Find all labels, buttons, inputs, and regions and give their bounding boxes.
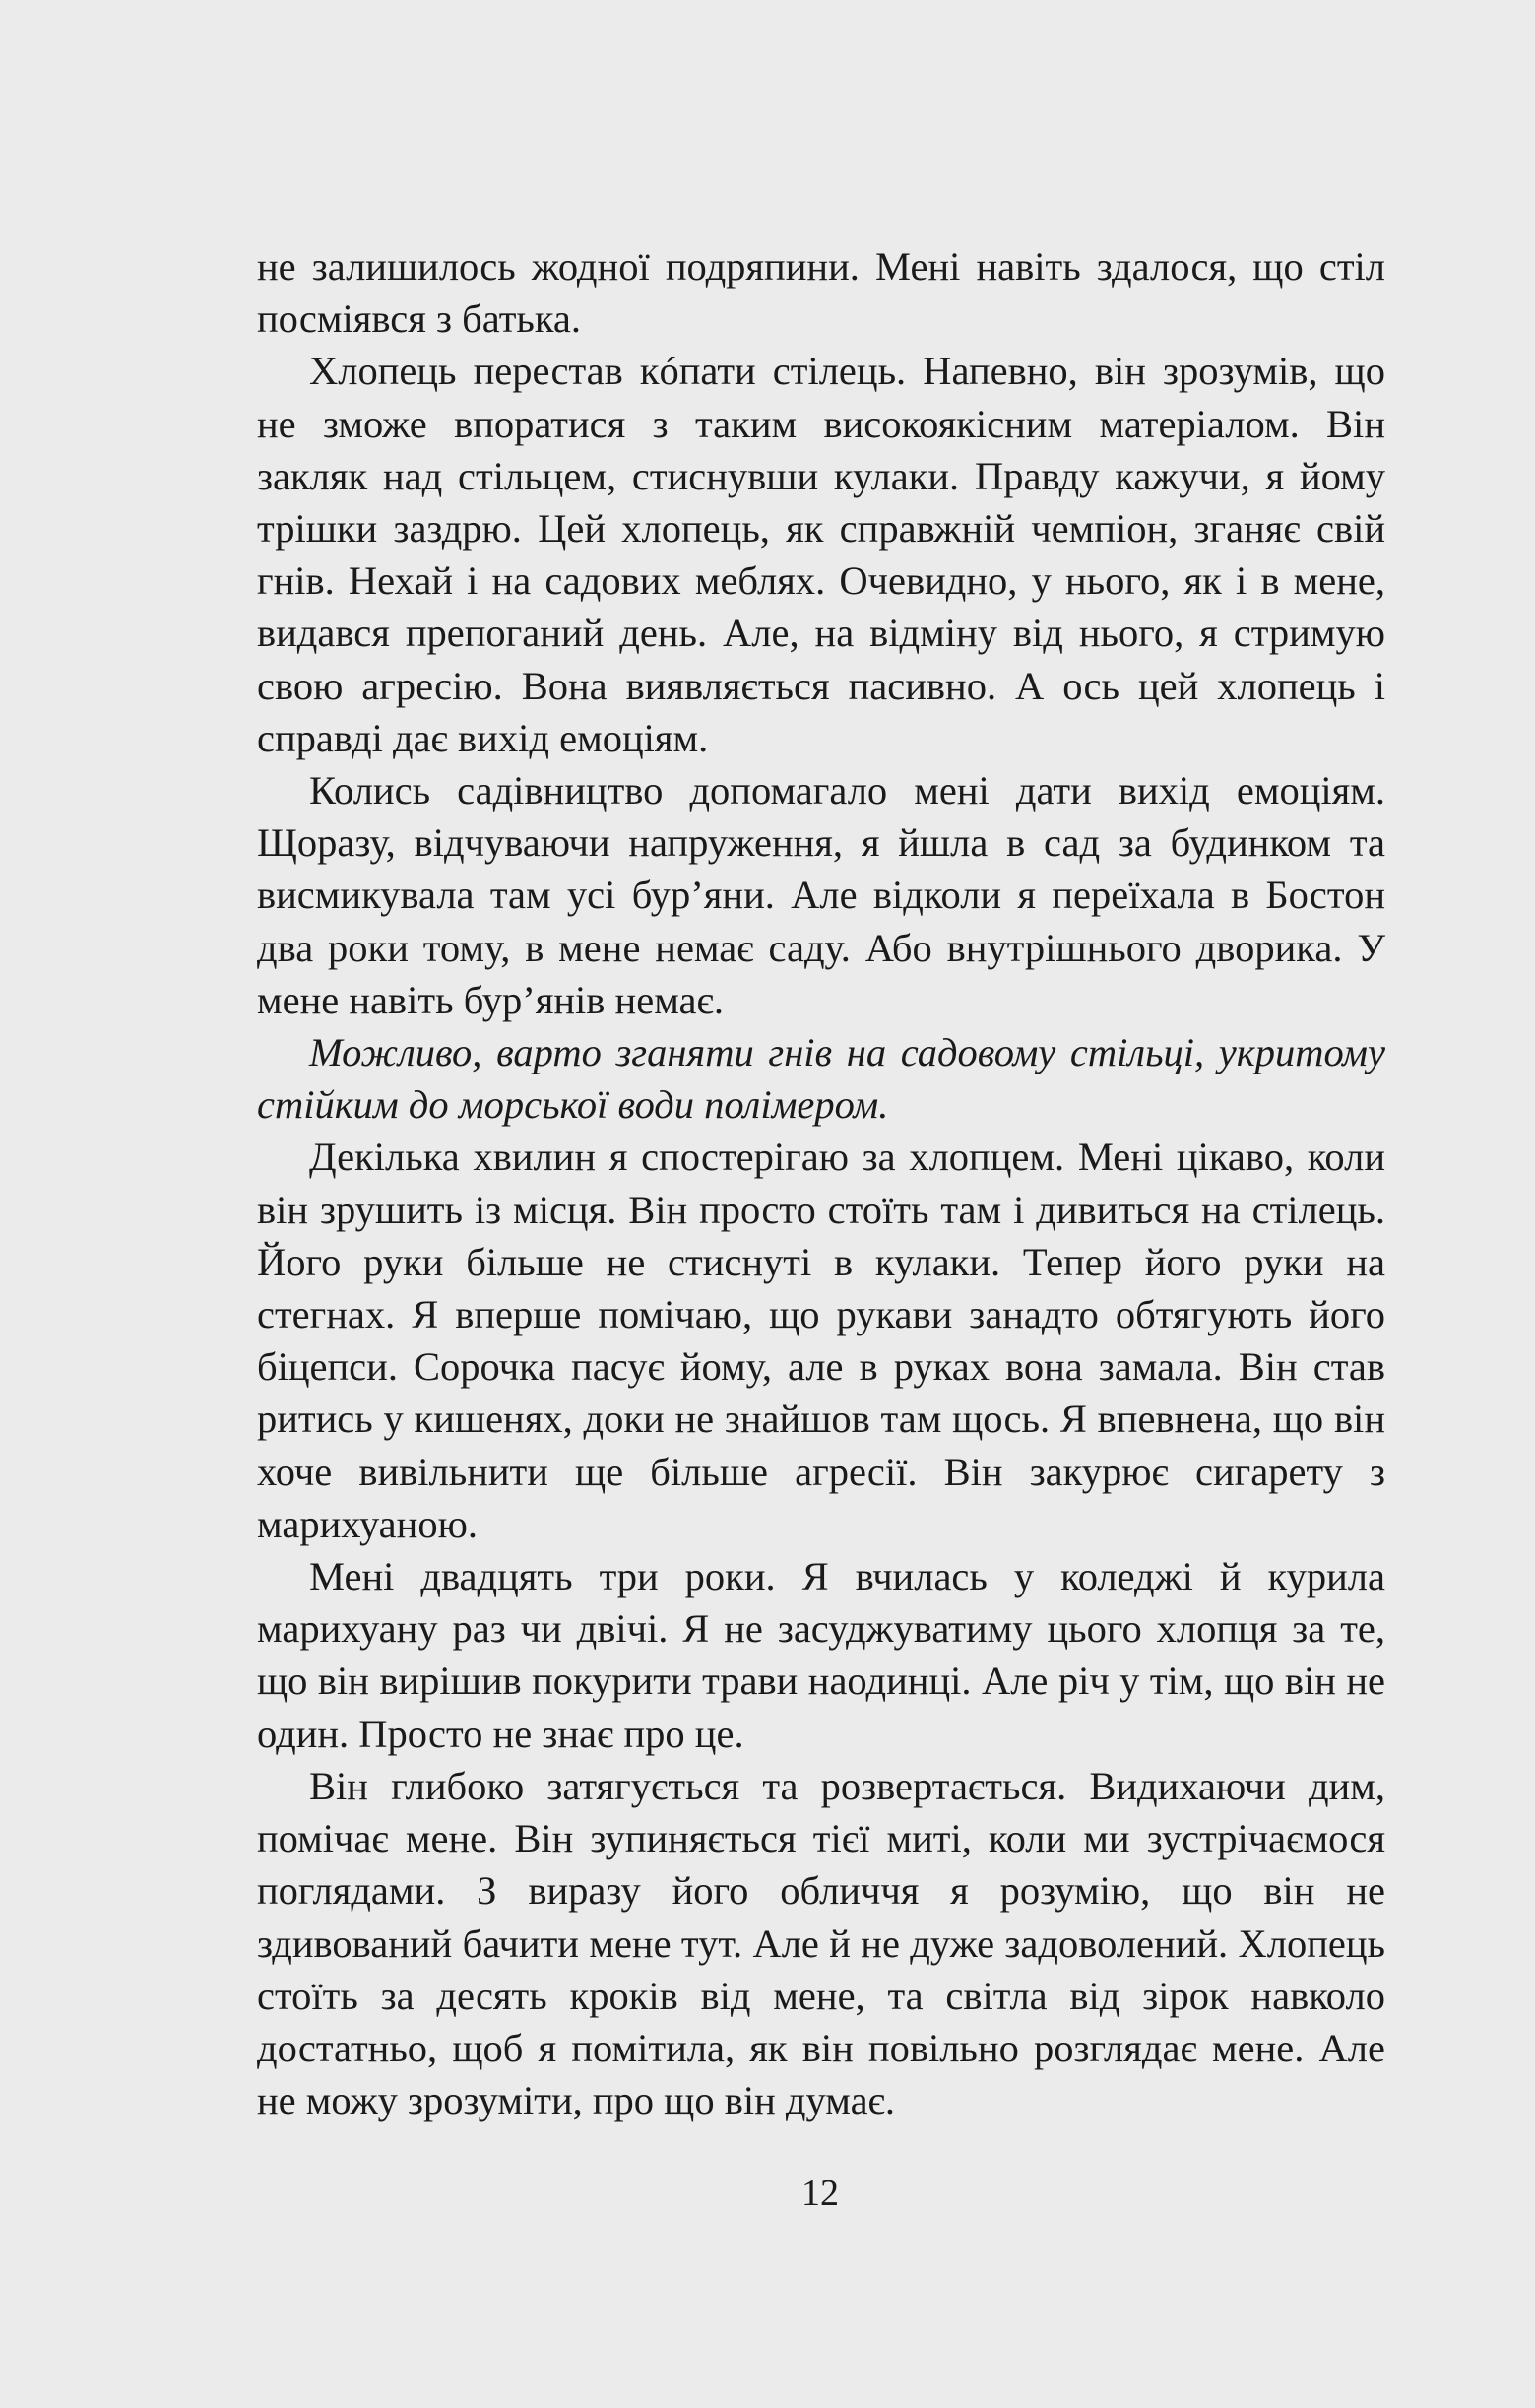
paragraph-2: Хлопець перестав кóпати стілець. Напевно, він зрозумів, що не зможе впоратися з таким високоякісним матеріалом. Він закляк над стільцем, стиснувши кулаки. Правду кажучи, я йому трішки заздрю. Цей хлопець, як справжній чемпіон, зганяє свій гнів. Нехай і на садових меблях. Очевидно, у нього, як і в мене, видався препоганий день. Але, на відміну від нього, я стримую свою агресію. Вона виявляється пасивно. А ось цей хлопець і справді дає вихід емоціям. <box>257 349 1385 760</box>
paragraph-3: Колись садівництво допомагало мені дати вихід емоціям. Щоразу, відчуваючи напруження, я йшла в сад за будинком та висмикувала там усі бур’яни. Але відколи я переїхала в Бостон два роки тому, в мене немає саду. Або внутрішнього дворика. У мене навіть бур’янів немає. <box>257 768 1385 1022</box>
paragraph-5: Декілька хвилин я спостерігаю за хлопцем. Мені цікаво, коли він зрушить із місця. Він просто стоїть там і дивиться на стілець. Його руки більше не стиснуті в кулаки. Тепер його руки на стегнах. Я вперше помічаю, що рукави занадто обтягують його біцепси. Сорочка пасує йому, але в руках вона замала. Він став ритись у кишенях, доки не знайшов там щось. Я впевнена, що він хоче вивільнити ще більше агресії. Він закурює сигарету з марихуаною. <box>257 1135 1385 1546</box>
paragraph-7: Він глибоко затягується та розвертається. Видихаючи дим, помічає мене. Він зупиняється тієї миті, коли ми зустрічаємося поглядами. З виразу його обличчя я розумію, що він не здивований бачити мене тут. Але й не дуже задоволений. Хлопець стоїть за десять кроків від мене, та світла від зірок навколо достатньо, щоб я помітила, як він повільно розглядає мене. Але не можу зрозуміти, про що він думає. <box>257 1763 1385 2123</box>
body-text <box>257 240 1385 2126</box>
paragraph-4-italic-thought: Можливо, варто зганяти гнів на садовому стільці, укритому стійким до морської води полімером. <box>257 1030 1385 1128</box>
page-number: 12 <box>801 2173 839 2214</box>
paragraph-1: не залишилось жодної подряпини. Мені навіть здалося, що стіл посміявся з батька. <box>257 244 1385 342</box>
paragraph-6: Мені двадцять три роки. Я вчилась у коледжі й курила марихуану раз чи двічі. Я не засуджуватиму цього хлопця за те, що він вирішив покурити трави наодинці. Але річ у тім, що він не один. Просто не знає про це. <box>257 1554 1385 1756</box>
